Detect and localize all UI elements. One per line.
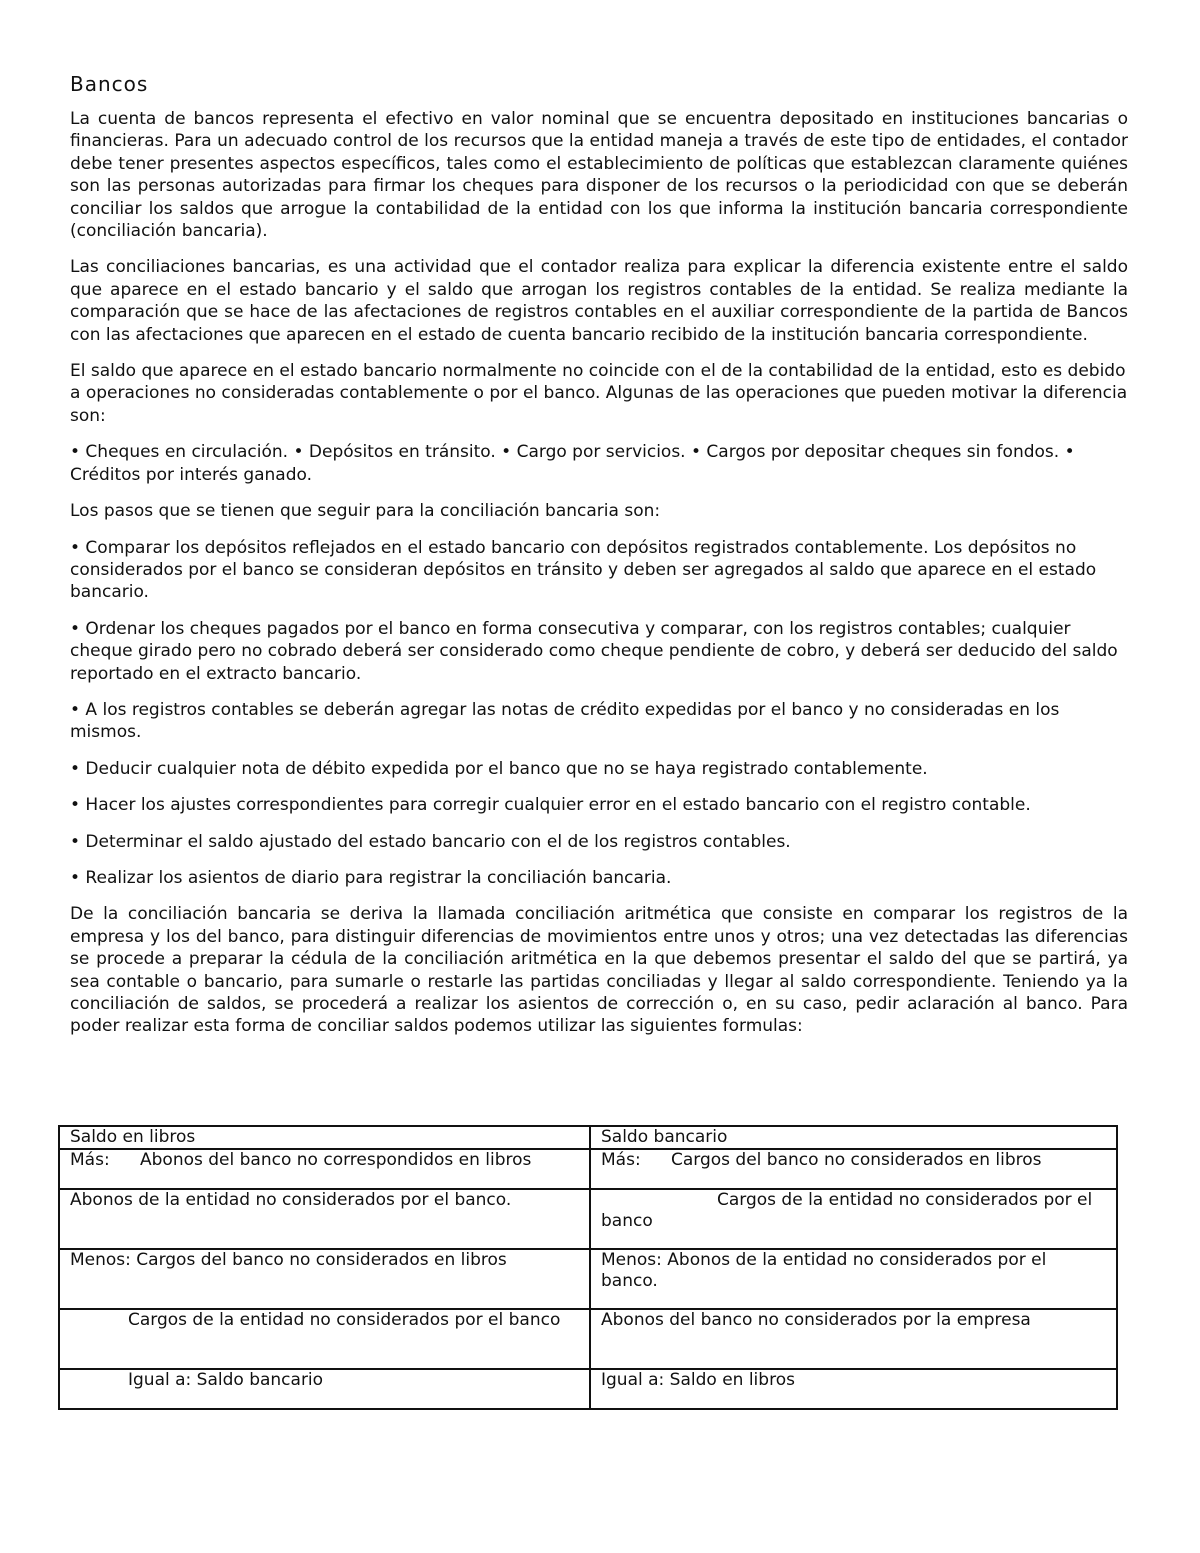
table-cell — [59, 1369, 590, 1409]
table-row — [59, 1189, 1117, 1249]
cell-prefix: Más: — [601, 1150, 641, 1170]
cell-text: Cargos del banco no considerados en libros — [671, 1150, 1042, 1170]
cell-text: Abonos del banco no correspondidos en libros — [140, 1150, 532, 1170]
document-page — [70, 72, 1128, 1052]
paragraph-intro: La cuenta de bancos representa el efectivo en valor nominal que se encuentra depositado en instituciones bancarias o financieras. Para un adecuado control de los recursos que la entidad maneja a través de este tipo de entidades, el contador debe tener presentes aspectos específicos, tales como el establecimiento de políticas que establezcan claramente quiénes son las personas autorizadas para firmar los cheques para disponer de los recursos o la periodicidad con que se deberán conciliar los saldos que arrogue la contabilidad de la entidad con los que informa la institución bancaria correspondiente (conciliación bancaria). — [70, 109, 1128, 242]
table-cell: Menos: Cargos del banco no considerados en libros — [59, 1249, 590, 1309]
cell-text: Cargos de la entidad no considerados por el banco — [601, 1190, 1093, 1231]
step-item: • Realizar los asientos de diario para registrar la conciliación bancaria. — [70, 867, 672, 888]
cell-text: Igual a: Saldo bancario — [128, 1370, 324, 1390]
paragraph-saldo: El saldo que aparece en el estado bancario normalmente no coincide con el de la contabilidad de la entidad, esto es debido a operaciones no consideradas contablemente o por el banco. Algunas de las operaciones que pueden motivar la diferencia son: — [70, 361, 1128, 426]
table-row — [59, 1369, 1117, 1409]
table-row — [59, 1149, 1117, 1189]
step-item: • Hacer los ajustes correspondientes para corregir cualquier error en el estado bancario con el registro contable. — [70, 795, 1031, 816]
step-item: • A los registros contables se deberán agregar las notas de crédito expedidas por el banco y no consideradas en los mismos. — [70, 699, 1060, 743]
table-cell: Saldo bancario — [590, 1126, 1117, 1149]
table-cell — [59, 1149, 590, 1189]
table-cell: Abonos del banco no considerados por la empresa — [590, 1309, 1117, 1369]
paragraph-conciliacion-aritmetica: De la conciliación bancaria se deriva la llamada conciliación aritmética que consiste en comparar los registros de la empresa y los del banco, para distinguir diferencias de movimientos entre unos y otros; una vez detectadas las diferencias se procede a preparar la cédula de la conciliación aritmética en la que debemos presentar el saldo del que se partirá, ya sea contable o bancario, para sumarle o restarle las partidas conciliadas y llegar al saldo correspondiente. Teniendo ya la conciliación de saldos, se procederá a realizar los asientos de corrección o, en su caso, pedir aclaración al banco. Para poder realizar esta forma de conciliar saldos podemos utilizar las siguientes formulas: — [70, 904, 1128, 1037]
table-row — [59, 1249, 1117, 1309]
step-item: • Ordenar los cheques pagados por el banco en forma consecutiva y comparar, con los registros contables; cualquier cheque girado pero no cobrado deberá ser considerado como cheque pendiente de cobro, y deberá ser deducido del saldo reportado en el extracto bancario. — [70, 618, 1118, 684]
table-cell: Saldo en libros — [59, 1126, 590, 1149]
table-row — [59, 1126, 1117, 1149]
cell-prefix: Más: — [70, 1150, 110, 1170]
paragraph-conciliaciones: Las conciliaciones bancarias, es una actividad que el contador realiza para explicar la diferencia existente entre el saldo que aparece en el estado bancario y el saldo que arrogan los registros contables de la entidad. Se realiza mediante la comparación que se hace de las afectaciones de registros contables en el auxiliar correspondiente de la partida de Bancos con las afectaciones que aparecen en el estado de cuenta bancario recibido de la institución bancaria correspondiente. — [70, 257, 1128, 345]
table-row — [59, 1309, 1117, 1369]
step-item: • Comparar los depósitos reflejados en el estado bancario con depósitos registrados contablemente. Los depósitos no considerados por el banco se consideran depósitos en tránsito y deben ser agregados al saldo que aparece en el estado bancario. — [70, 537, 1097, 603]
step-item: • Deducir cualquier nota de débito expedida por el banco que no se haya registrado contablemente. — [70, 758, 928, 779]
page-title: Bancos — [70, 72, 149, 96]
reconciliation-table — [58, 1125, 1118, 1410]
cell-text: Cargos de la entidad no considerados por el banco — [128, 1310, 561, 1330]
paragraph-operations-list: • Cheques en circulación. • Depósitos en tránsito. • Cargo por servicios. • Cargos por depositar cheques sin fondos. • Créditos por interés ganado. — [70, 442, 1075, 485]
table-cell — [590, 1189, 1117, 1249]
table-cell: Abonos de la entidad no considerados por el banco. — [59, 1189, 590, 1249]
table-cell: Igual a: Saldo en libros — [590, 1369, 1117, 1409]
table-cell — [59, 1309, 590, 1369]
table-cell — [590, 1149, 1117, 1189]
step-item: • Determinar el saldo ajustado del estado bancario con el de los registros contables. — [70, 831, 791, 852]
table-cell: Menos: Abonos de la entidad no considerados por el banco. — [590, 1249, 1117, 1309]
paragraph-steps-intro: Los pasos que se tienen que seguir para la conciliación bancaria son: — [70, 501, 661, 522]
